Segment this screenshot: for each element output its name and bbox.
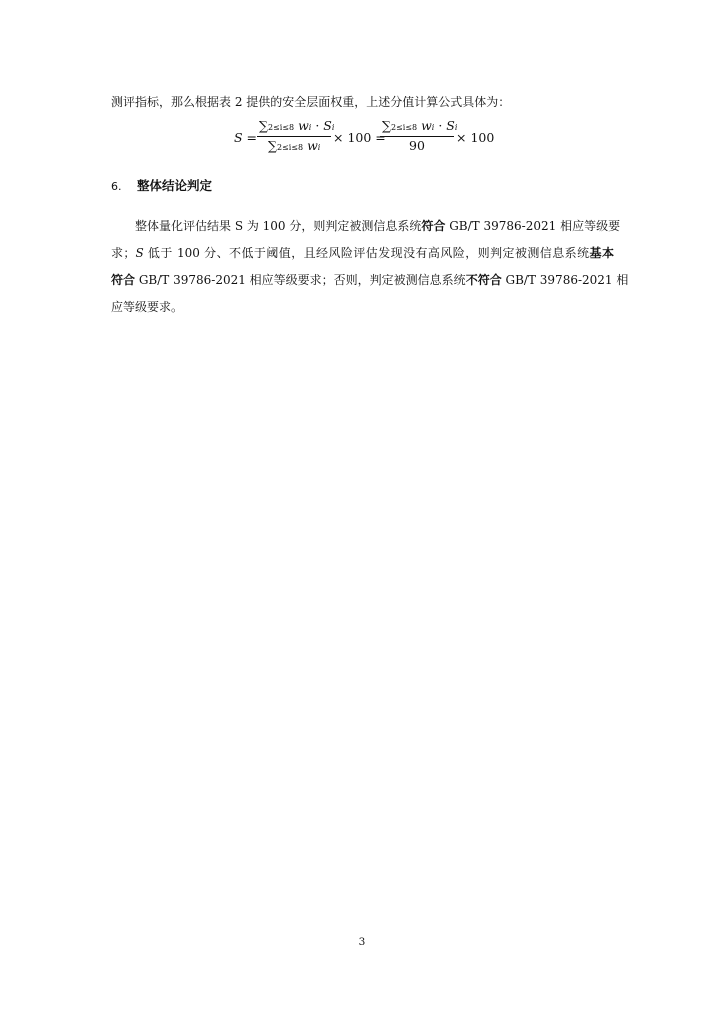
fraction-bar-1: [257, 136, 331, 137]
score-formula: [232, 118, 495, 158]
formula-lhs: S =: [234, 130, 258, 145]
paragraph-line-1: 整体量化评估结果 S 为 100 分，则判定被测信息系统符合 GB/T 39786-2021 相应等级要: [135, 219, 621, 233]
formula-den2: 90: [409, 138, 425, 153]
section-title: 整体结论判定: [137, 178, 213, 193]
paragraph-line-3: 符合 GB/T 39786-2021 相应等级要求；否则，判定被测信息系统不符合 GB/T 39786-2021 相: [111, 273, 629, 287]
formula-num2: ∑2≤i≤8 wi · Si: [382, 118, 458, 133]
formula-times-b: × 100: [456, 130, 495, 145]
paragraph-line-4: 应等级要求。: [111, 300, 184, 314]
section-heading: [111, 178, 212, 195]
section-number: 6.: [111, 180, 122, 193]
formula-num1: ∑2≤i≤8 wi · Si: [259, 118, 335, 133]
formula-times-a: × 100 =: [333, 130, 386, 145]
formula-den1: ∑2≤i≤8 wi: [268, 138, 321, 153]
page-number: 3: [358, 936, 366, 948]
intro-line: 测评指标，那么根据表 2 提供的安全层面权重，上述分值计算公式具体为：: [111, 95, 511, 109]
fraction-bar-2: [380, 136, 454, 137]
paragraph-line-2: 求；S 低于 100 分、不低于阈值，且经风险评估发现没有高风险，则判定被测信息系统基本: [111, 246, 614, 260]
